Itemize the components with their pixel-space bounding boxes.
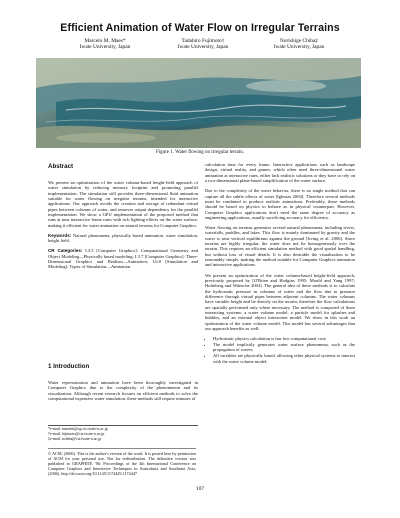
- abstract-body: We present an optimization of the water column-based height-field approach of water simulation by reducing memory footprint and promoting parallel implementation. The simulation still provides three-dimensional fluid animation suitable for water flowing on irregular terrains, intended for interactive applications. Our approach avoids the creation and storage of redundant virtual pipes between columns of water, and removes output dependency for the parallel implementation. We show a GPU implementation of the proposed method that runs at near interactive frame rates with rich lighting effects on the water surface, making it efficient for water animation on natural terrains for Computer Graphics.: [48, 180, 198, 228]
- author-affiliation: Iwate University, Japan: [177, 44, 229, 51]
- author-name: Tadahiro Fujimoto†: [181, 38, 225, 44]
- cr-categories-paragraph: [48, 248, 198, 269]
- list-item: • Hydrostatic physics calculation is has low computational cost;: [213, 336, 355, 341]
- cr-categories-text: I.3.5 [Computer Graphics]: Computational Geometry and Object Modeling—Physically based modeling; I.3.7 [Computer Graphics]: Three-Dimensional Graphics and Realism—Animation; I.6.8 [Simulation and Modeling]: Types of Simulation—Animation.: [48, 248, 198, 270]
- abstract-heading: Abstract: [48, 163, 74, 170]
- figure-caption: Figure 1. Water flowing on irregular terrain.: [155, 150, 245, 155]
- paper-title: Efficient Animation of Water Flow on Irregular Terrains: [60, 22, 340, 34]
- right-column: [205, 162, 355, 364]
- author-affiliation: Iwate University, Japan: [79, 44, 131, 51]
- author-affiliation: Iwate University, Japan: [273, 44, 325, 51]
- keywords-label: Keywords:: [48, 232, 72, 238]
- paragraph: Water flowing on terrains generates several natural phenomena, including rivers, waterfalls, puddles, and lakes. This flow is mainly dominated by gravity and the water is near vertical equilibrium against the ground [Irving et al. 2006]. Since terrains are highly irregular, the water does not lie homogeneously over the terrain. This requires an efficient simulation method with good spatial handling, but without loss of visual details. It is also desirable the visualization to be reasonably simple, making the method suitable for Computer Graphics animation and interactive applications.: [205, 225, 355, 268]
- footnote: †e-mail: fujimoto@cis.iwate-u.ac.jp: [48, 431, 105, 436]
- author-block: [239, 38, 359, 51]
- cr-categories-label: CR Categories:: [48, 248, 83, 254]
- terrain-figure: [36, 58, 361, 148]
- keywords-text: Natural phenomena, physically based animation, water simulation, height field.: [48, 232, 198, 244]
- advantages-list: [205, 336, 355, 364]
- list-item: • The model implicitly generates water surface phenomena, such as the propagation of waves;: [213, 342, 355, 353]
- author-name: Norishige Chiba‡: [279, 38, 319, 44]
- paragraph: Due to the complexity of the water behavior, there is no single method that can capture all the subtle effects of water [Iglesias 2004]. Therefore several methods must be combined to produce realistic animations. Preferably, these methods should be based on physics to behave as in physical counterpart. However, Computer Graphics applications don't need the same degree of accuracy as engineering applications, usually sacrificing accuracy for efficiency.: [205, 188, 355, 220]
- footnote: *e-mail: mmaels@cg.cis.iwate-u.ac.jp: [48, 427, 108, 431]
- keywords-paragraph: [48, 233, 198, 244]
- copyright-notice: © ACM, (2006). This is the author's version of the work. It is posted here by permission of ACM for your personal use. Not for redistribution. The definitive version was published in GRAPHITE '06: Proceedings of the 4th International Conference on Computer Graphics and Interactive Techniques in Australasia and Southeast Asia, (2006). http://doi.acm.org/10.1145/1174429.1174447: [48, 448, 196, 476]
- paragraph: calculation time for every frame. Interactive applications such as landscape design, virtual reality, and games, which often need three-dimensional water animation at interactive rates, either lack realistic solutions or they have to rely on a two-dimensional plane-based simplification of the water surface.: [205, 162, 355, 184]
- page-number: 107: [195, 486, 205, 492]
- intro-body: Water representation and animation have been thoroughly investigated in Computer Graphics due to the complexity of the phenomenon and its visualization. Although recent research focuses on efficient methods to solve the computational expensive water simulation, these methods still require minutes of: [48, 380, 198, 402]
- footnote: ‡e-mail: nchiba@cis.iwate-u.ac.jp: [48, 436, 102, 441]
- author-name: Marcelo M. Maes*: [84, 38, 126, 44]
- left-column: [48, 180, 198, 275]
- intro-heading: 1 Introduction: [48, 363, 90, 370]
- paragraph: We present an optimization of the water column-based height-field approach, previously proposed by [O'Brien and Hodgins 1995; Mould and Yang 1997; Holmberg and Wünsche 2004]. The general idea of these methods is to calculate the hydrostatic pressure in columns of water and the flow due to pressure difference through virtual pipes between adjacent columns. The water columns have variable height and lie directly on the terrain, therefore the flow calculations are spatially performed only where necessary. The method is composed of three interacting systems: a water volume model, a particle model for splashes and bubbles, and an external object interaction model. We show in this work an optimization of the water volume model. This model has several advantages that our approach benefits as well:: [205, 272, 355, 332]
- list-item: • All variables are physically based, allowing other physical systems to interact with the water volume model;: [213, 353, 355, 364]
- water-terrain-illustration: [36, 58, 361, 148]
- author-footnotes: [48, 425, 198, 441]
